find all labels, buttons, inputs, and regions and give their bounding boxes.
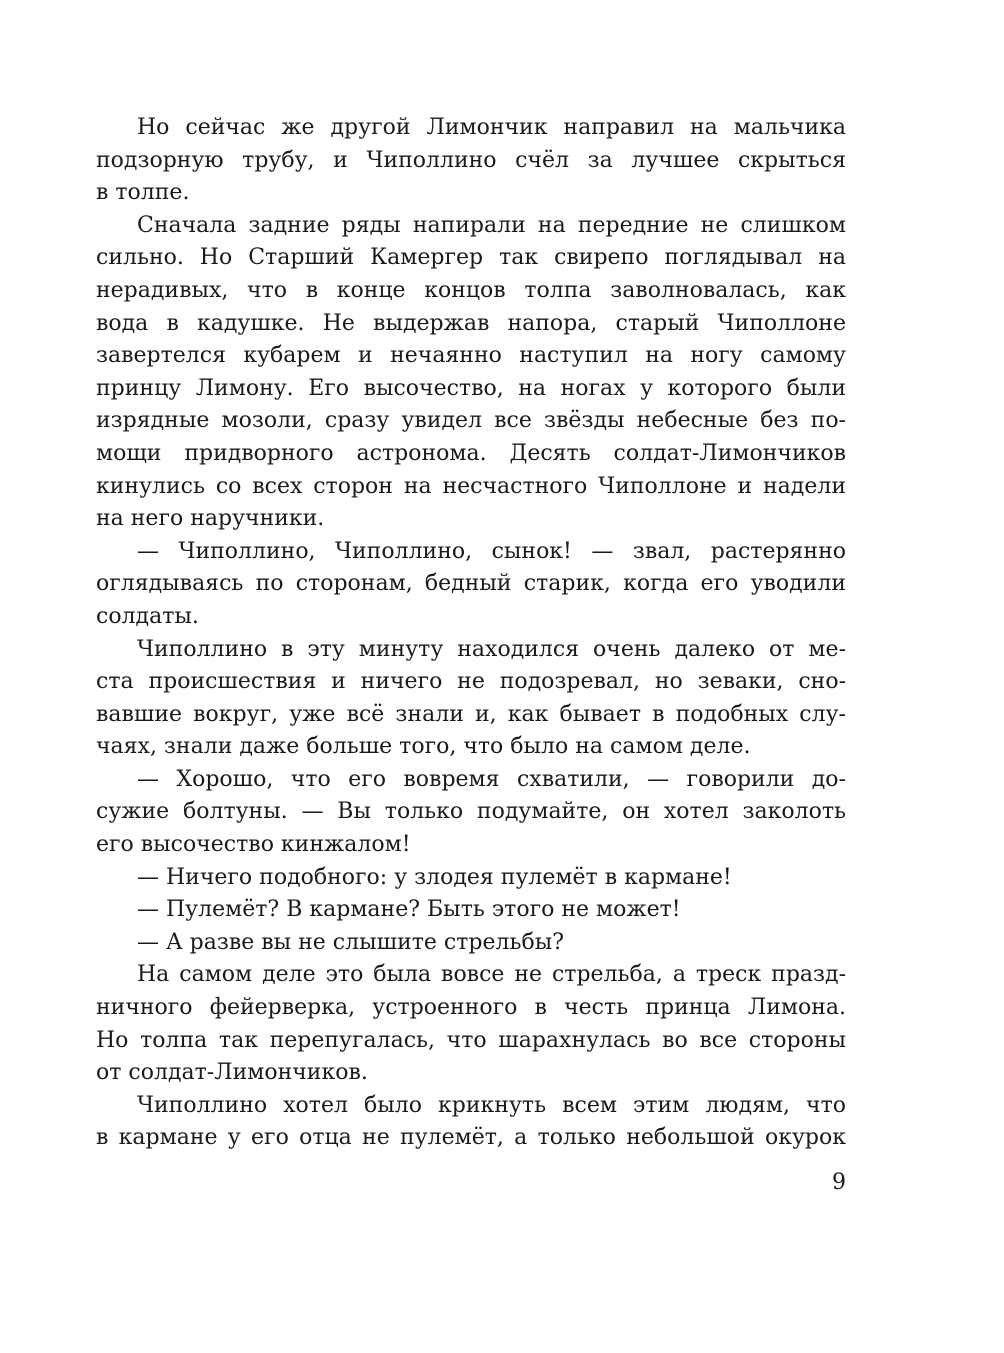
text-line: Сначала задние ряды напирали на передние не слишком — [137, 212, 846, 238]
text-line: — Хорошо, что его вовремя схватили, — говорили до- — [137, 766, 846, 792]
text-line: — А разве вы не слышите стрельбы? — [137, 929, 565, 955]
text-line: нерадивых, что в конце концов толпа заволновалась, как — [96, 277, 846, 303]
text-line: ста происшествия и ничего не подозревал, но зеваки, сно- — [96, 669, 846, 695]
text-line: в кармане у его отца не пулемёт, а только небольшой окурок — [96, 1125, 846, 1151]
text-line: Но толпа так перепугалась, что шарахнулась во все стороны — [96, 1027, 846, 1053]
text-line: оглядываясь по сторонам, бедный старик, когда его уводили — [96, 571, 846, 597]
text-line: ничного фейерверка, устроенного в честь принца Лимона. — [96, 995, 846, 1021]
text-line: вавшие вокруг, уже всё знали и, как бывает в подобных слу- — [96, 701, 846, 727]
text-line: завертелся кубарем и нечаянно наступил на ногу самому — [96, 343, 846, 369]
text-line: — Пулемёт? В кармане? Быть этого не может! — [137, 897, 681, 923]
text-line: изрядные мозоли, сразу увидел все звёзды небесные без по- — [96, 408, 846, 434]
text-line: — Чиполлино, Чиполлино, сынок! — звал, растерянно — [137, 538, 846, 564]
body-text — [96, 112, 846, 1155]
text-line: сужие болтуны. — Вы только подумайте, он хотел заколоть — [96, 799, 846, 825]
text-line: мощи придворного астронома. Десять солдат-Лимончиков — [96, 440, 846, 466]
text-line: — Ничего подобного: у злодея пулемёт в кармане! — [137, 864, 732, 890]
text-line: его высочество кинжалом! — [96, 832, 411, 858]
text-line: подзорную трубу, и Чиполлино счёл за лучшее скрыться — [96, 147, 846, 173]
text-line: Чиполлино в эту минуту находился очень далеко от ме- — [137, 636, 846, 662]
text-line: Чиполлино хотел было крикнуть всем этим людям, что — [137, 1092, 846, 1118]
text-line: вода в кадушке. Не выдержав напора, старый Чиполлоне — [96, 310, 846, 336]
text-line: кинулись со всех сторон на несчастного Чиполлоне и надели — [96, 473, 846, 499]
text-line: в толпе. — [96, 180, 190, 206]
text-line: от солдат-Лимончиков. — [96, 1060, 368, 1086]
page-number: 9 — [832, 1170, 846, 1195]
text-line: сильно. Но Старший Камергер так свирепо поглядывал на — [96, 245, 846, 271]
text-line: чаях, знали даже больше того, что было на самом деле. — [96, 734, 751, 760]
text-line: на него наручники. — [96, 506, 325, 532]
text-line: Но сейчас же другой Лимончик направил на мальчика — [137, 115, 846, 140]
text-line: солдаты. — [96, 603, 199, 629]
text-line: На самом деле это была вовсе не стрельба, а треск празд- — [137, 962, 846, 988]
text-line: принцу Лимону. Его высочество, на ногах у которого были — [96, 375, 846, 401]
